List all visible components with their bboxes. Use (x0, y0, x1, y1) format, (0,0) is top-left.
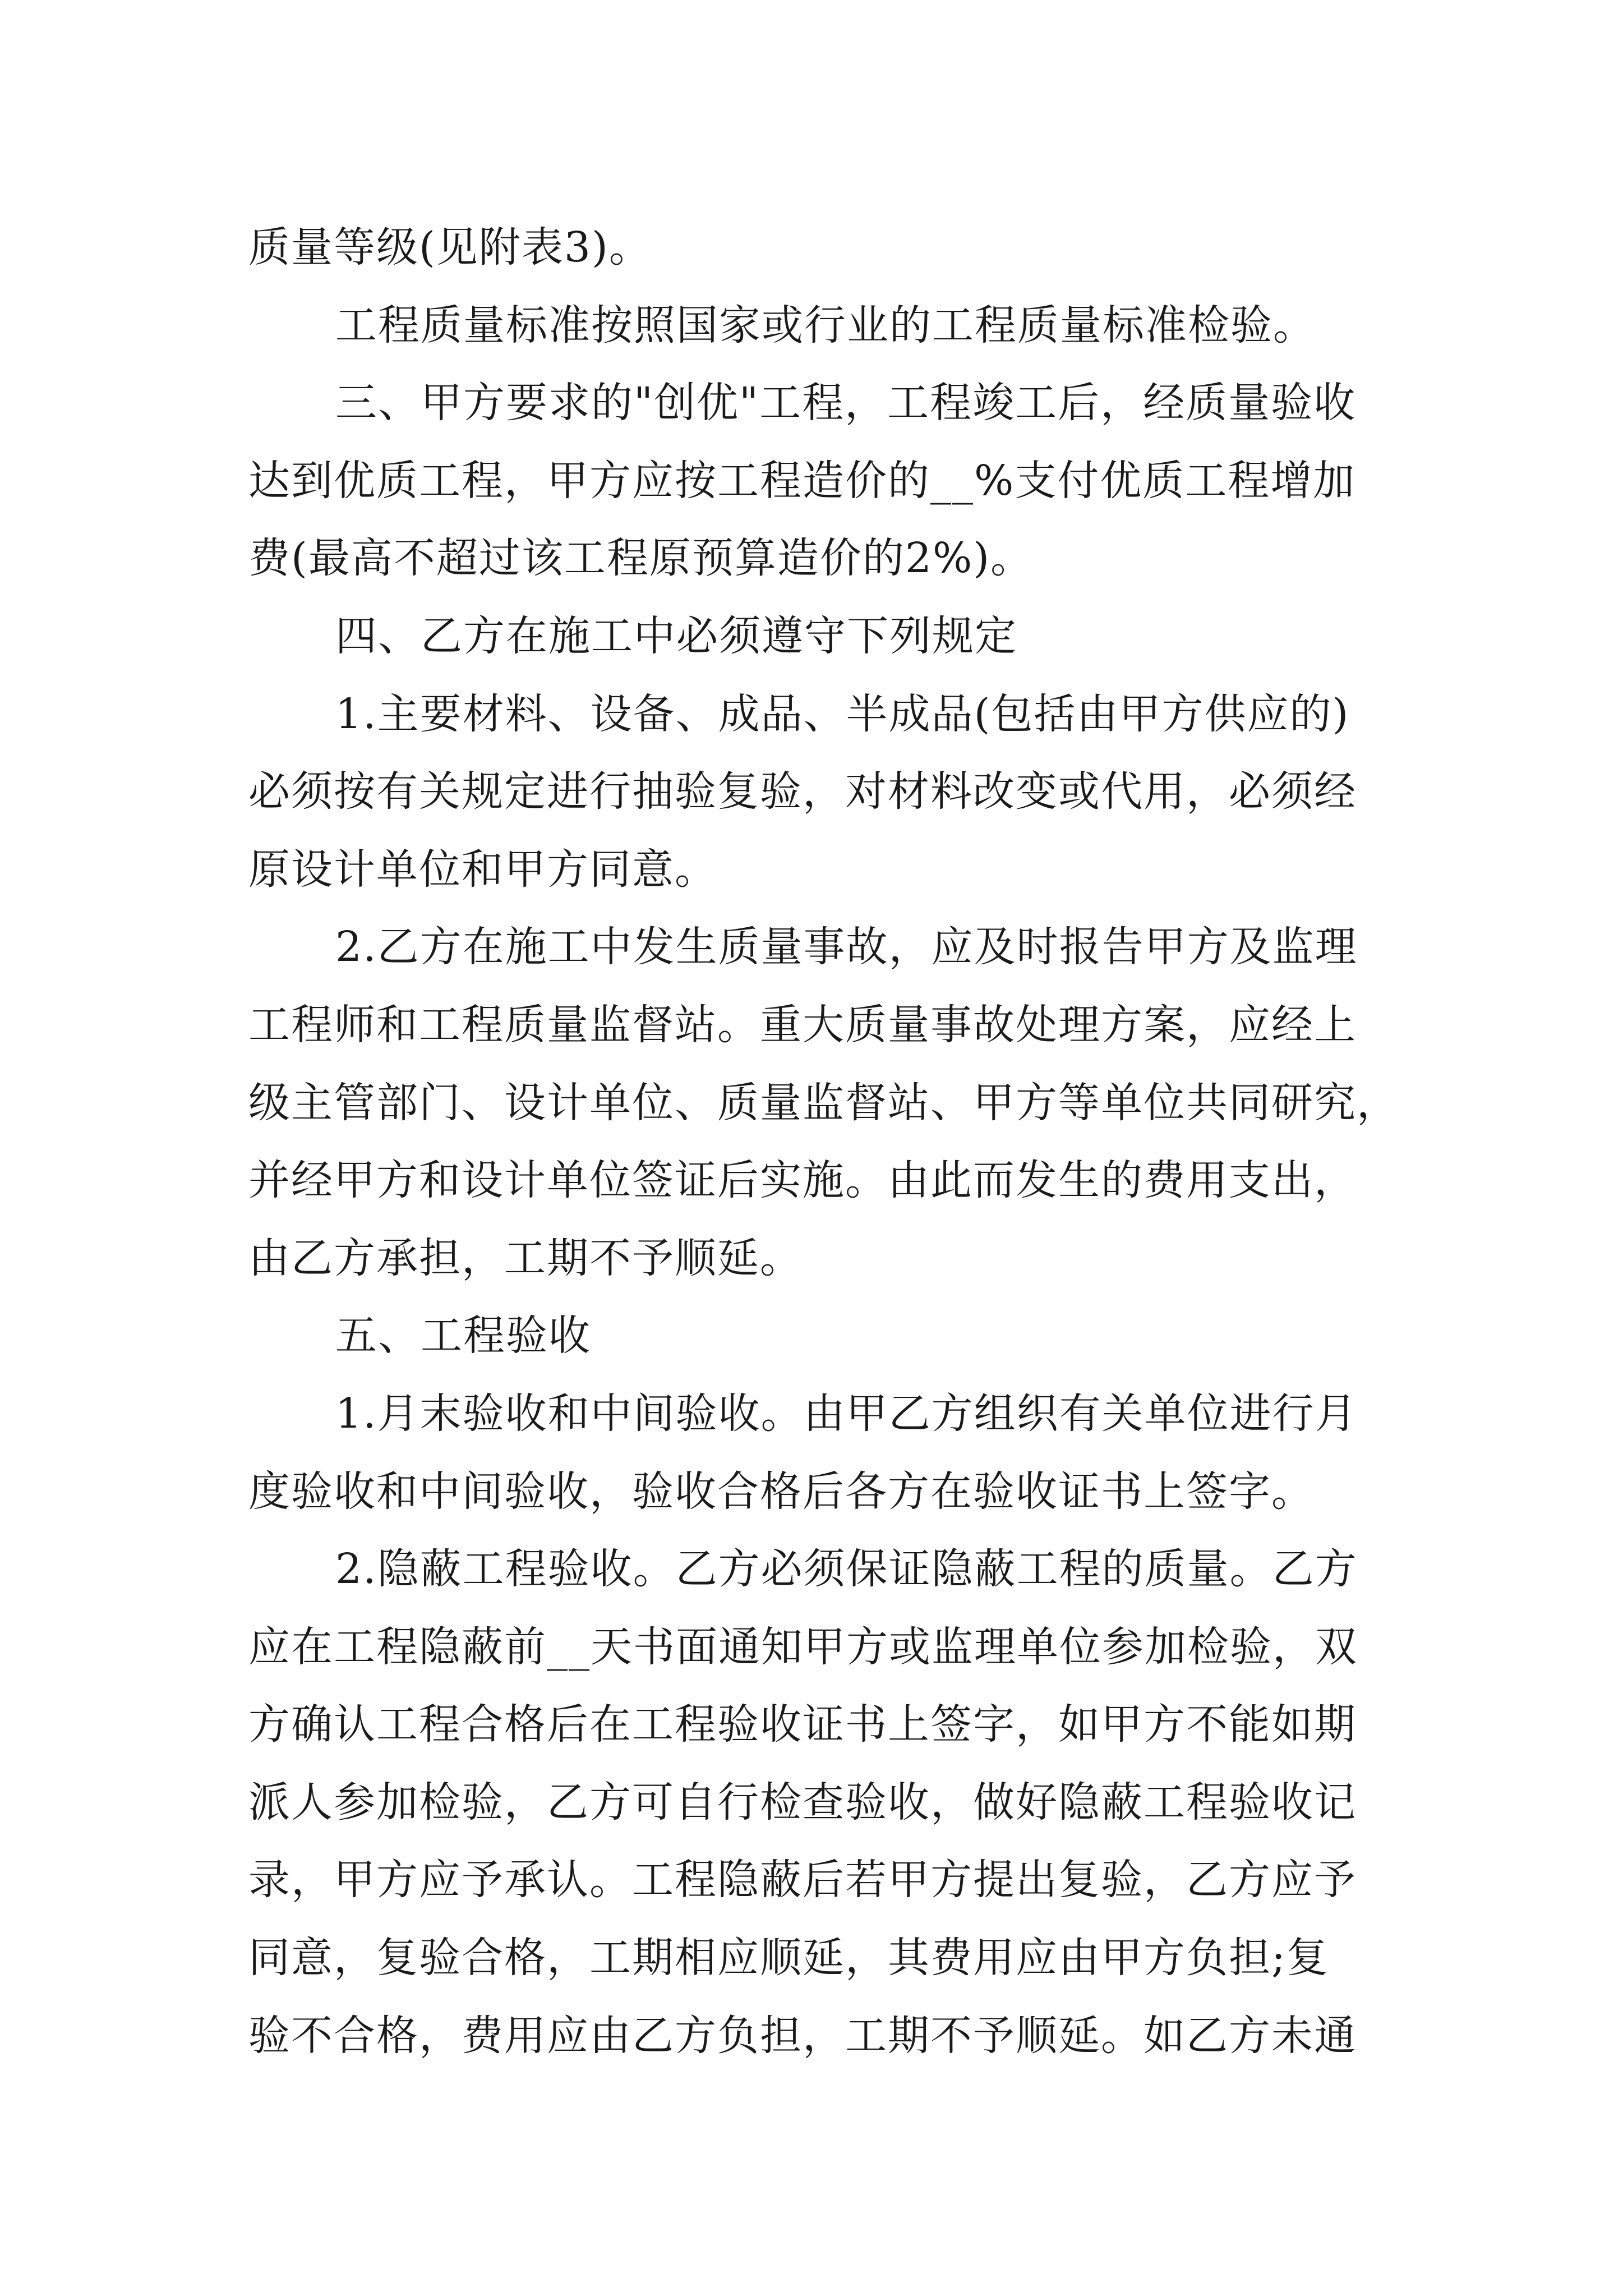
text-line: 派人参加检验，乙方可自行检查验收，做好隐蔽工程验收记 (248, 1778, 1357, 1826)
text-line: 1.主要材料、设备、成品、半成品(包括由甲方供应的) (335, 689, 1350, 738)
text-line: 2.隐蔽工程验收。乙方必须保证隐蔽工程的质量。乙方 (335, 1545, 1358, 1594)
text-line: 原设计单位和甲方同意。 (248, 845, 717, 894)
text-line: 由乙方承担，工期不予顺延。 (248, 1234, 803, 1282)
text-line: 同意，复验合格，工期相应顺延，其费用应由甲方负担;复 (248, 1934, 1329, 1982)
text-line: 质量等级(见附表3)。 (248, 223, 652, 272)
text-line: 三、甲方要求的"创优"工程，工程竣工后，经质量验收 (335, 379, 1357, 427)
text-line: 四、乙方在施工中必须遵守下列规定 (335, 611, 1017, 660)
text-line: 2.乙方在施工中发生质量事故，应及时报告甲方及监理 (335, 923, 1358, 972)
text-line: 工程师和工程质量监督站。重大质量事故处理方案，应经上 (248, 1000, 1357, 1049)
text-line: 方确认工程合格后在工程验收证书上签字，如甲方不能如期 (248, 1700, 1357, 1749)
text-line: 应在工程隐蔽前__天书面通知甲方或监理单位参加检验，双 (248, 1622, 1358, 1671)
text-line: 工程质量标准按照国家或行业的工程质量标准检验。 (335, 301, 1316, 349)
text-line: 验不合格，费用应由乙方负担，工期不予顺延。如乙方未通 (248, 2011, 1357, 2060)
text-line: 达到优质工程，甲方应按工程造价的__%支付优质工程增加 (248, 456, 1356, 505)
text-line: 五、工程验收 (335, 1312, 591, 1360)
document-body (248, 209, 1399, 2074)
text-line: 录，甲方应予承认。工程隐蔽后若甲方提出复验，乙方应予 (248, 1856, 1357, 1904)
text-line: 必须按有关规定进行抽验复验，对材料改变或代用，必须经 (248, 767, 1357, 816)
text-line: 级主管部门、设计单位、质量监督站、甲方等单位共同研究， (248, 1078, 1399, 1127)
text-line: 1.月末验收和中间验收。由甲乙方组织有关单位进行月 (335, 1389, 1358, 1438)
text-line: 并经甲方和设计单位签证后实施。由此而发生的费用支出， (248, 1156, 1357, 1205)
text-line: 度验收和中间验收，验收合格后各方在验收证书上签字。 (248, 1467, 1314, 1516)
text-line: 费(最高不超过该工程原预算造价的2%)。 (248, 534, 1034, 583)
